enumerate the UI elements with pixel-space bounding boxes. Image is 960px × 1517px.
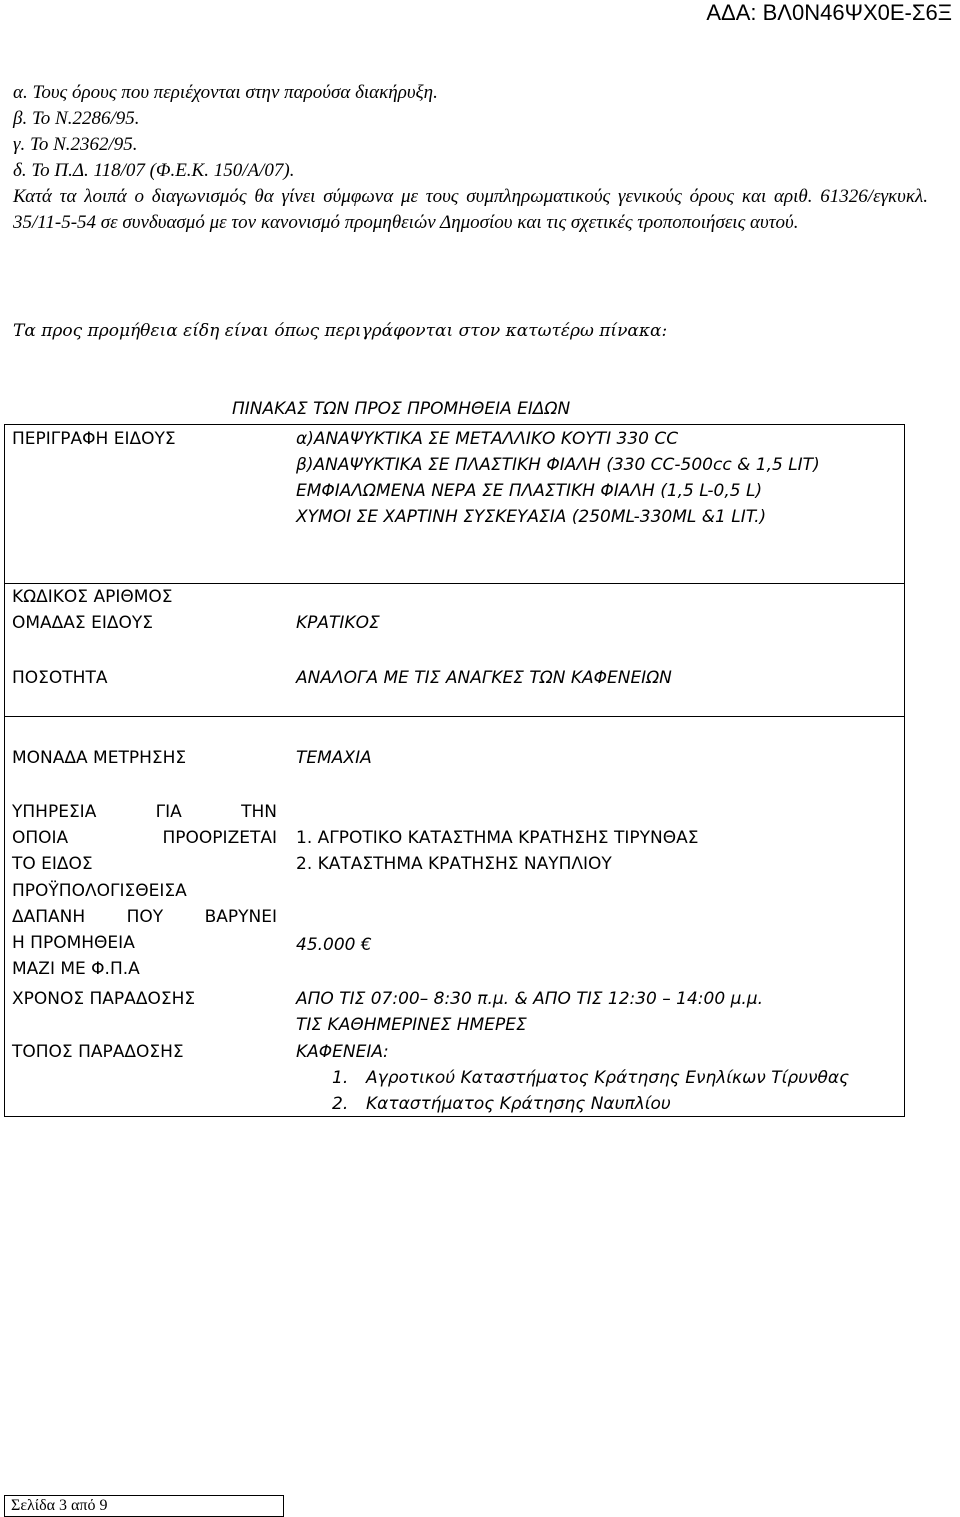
row-divider <box>5 716 904 717</box>
service-label-line: ΤΟ ΕΙΔΟΣ <box>12 854 93 874</box>
delivery-place-number: 2. <box>332 1094 349 1114</box>
budget-label-line: ΠΡΟΫΠΟΛΟΓΙΣΘΕΙΣΑ <box>12 881 187 901</box>
unit-label: ΜΟΝΑΔΑ ΜΕΤΡΗΣΗΣ <box>12 748 187 768</box>
intro-section <box>13 80 928 236</box>
page-number-box <box>4 1495 284 1517</box>
table-title: ΠΙΝΑΚΑΣ ΤΩΝ ΠΡΟΣ ΠΡΟΜΗΘΕΙΑ ΕΙΔΩΝ <box>232 399 571 419</box>
delivery-time-line: ΑΠΟ ΤΙΣ 07:00– 8:30 π.μ. & ΑΠΟ ΤΙΣ 12:30 – 14:00 μ.μ. <box>296 989 764 1009</box>
budget-label-line: ΜΑΖΙ ΜΕ Φ.Π.Α <box>12 959 140 979</box>
service-value-line: 1. ΑΓΡΟΤΙΚΟ ΚΑΤΑΣΤΗΜΑ ΚΡΑΤΗΣΗΣ ΤΙΡΥΝΘΑΣ <box>296 828 699 848</box>
service-label <box>12 799 277 877</box>
unit-value: ΤΕΜΑΧΙΑ <box>296 748 372 768</box>
intro-line-d: δ. Το Π.Δ. 118/07 (Φ.Ε.Κ. 150/Α/07). <box>13 160 295 181</box>
description-line: β)ΑΝΑΨΥΚΤΙΚΑ ΣΕ ΠΛΑΣΤΙΚΗ ΦΙΑΛΗ (330 CC-500cc & 1,5 LIT) <box>296 455 820 475</box>
budget-label <box>12 878 277 982</box>
service-label-line: ΥΠΗΡΕΣΙΑ ΓΙΑ ΤΗΝ <box>12 802 277 822</box>
description-line: ΧΥΜΟΙ ΣΕ ΧΑΡΤΙΝΗ ΣΥΣΚΕΥΑΣΙΑ (250ML-330ML &1 LIT.) <box>296 507 767 527</box>
delivery-place-label: ΤΟΠΟΣ ΠΑΡΑΔΟΣΗΣ <box>12 1042 184 1062</box>
delivery-time-value <box>296 986 901 1038</box>
intro-line-b: β. Το Ν.2286/95. <box>13 108 140 129</box>
intro-line-c: γ. Το Ν.2362/95. <box>13 134 138 155</box>
description-line: α)ΑΝΑΨΥΚΤΙΚΑ ΣΕ ΜΕΤΑΛΛΙΚΟ ΚΟΥΤΙ 330 CC <box>296 429 679 449</box>
quantity-label: ΠΟΣΟΤΗΤΑ <box>12 668 108 688</box>
page-number: Σελίδα 3 από 9 <box>11 1497 108 1514</box>
delivery-place-text: Αγροτικού Καταστήματος Κράτησης Ενηλίκων Τίρυνθας <box>366 1068 850 1088</box>
delivery-place-heading: ΚΑΦΕΝΕΙΑ: <box>296 1042 389 1062</box>
budget-value: 45.000 € <box>296 935 372 955</box>
intro-line-a: α. Τους όρους που περιέχονται στην παρούσα διακήρυξη. <box>13 82 438 103</box>
description-line: ΕΜΦΙΑΛΩΜΕΝΑ ΝΕΡΑ ΣΕ ΠΛΑΣΤΙΚΗ ΦΙΑΛΗ (1,5 L-0,5 L) <box>296 481 763 501</box>
service-value <box>296 825 901 877</box>
quantity-value: ΑΝΑΛΟΓΑ ΜΕ ΤΙΣ ΑΝΑΓΚΕΣ ΤΩΝ ΚΑΦΕΝΕΙΩΝ <box>296 668 672 688</box>
code-value: ΚΡΑΤΙΚΟΣ <box>296 613 380 633</box>
delivery-time-line: ΤΙΣ ΚΑΘΗΜΕΡΙΝΕΣ ΗΜΕΡΕΣ <box>296 1015 527 1035</box>
items-table <box>4 424 905 1117</box>
delivery-place-value <box>296 1039 901 1117</box>
code-label-line: ΟΜΑΔΑΣ ΕΙΔΟΥΣ <box>12 613 153 633</box>
description-label: ΠΕΡΙΓΡΑΦΗ ΕΙΔΟΥΣ <box>12 429 176 449</box>
delivery-place-number: 1. <box>332 1068 349 1088</box>
delivery-place-item <box>332 1065 901 1091</box>
lead-text: Τα προς προμήθεια είδη είναι όπως περιγράφονται στον κατωτέρω πίνακα: <box>13 321 668 341</box>
delivery-time-label: ΧΡΟΝΟΣ ΠΑΡΑΔΟΣΗΣ <box>12 989 196 1009</box>
delivery-place-text: Καταστήματος Κράτησης Ναυπλίου <box>366 1094 671 1114</box>
code-label-line: ΚΩΔΙΚΟΣ ΑΡΙΘΜΟΣ <box>12 587 173 607</box>
delivery-place-item <box>332 1091 901 1117</box>
service-value-line: 2. ΚΑΤΑΣΤΗΜΑ ΚΡΑΤΗΣΗΣ ΝΑΥΠΛΙΟΥ <box>296 854 612 874</box>
service-label-line: ΟΠΟΙΑ ΠΡΟΟΡΙΖΕΤΑΙ <box>12 828 277 848</box>
ada-code: ΑΔΑ: ΒΛ0Ν46ΨΧ0Ε-Σ6Ξ <box>706 0 952 25</box>
budget-label-line: Η ΠΡΟΜΗΘΕΙΑ <box>12 933 135 953</box>
intro-paragraph: Κατά τα λοιπά ο διαγωνισμός θα γίνει σύμφωνα με τους συμπληρωματικούς γενικούς όρους και αριθ. 61326/εγκυκλ. 35/11-5-54 σε συνδυασμό με τον κανονισμό προμηθειών Δημοσίου και τις σχετικές τροποποιήσεις αυτού. <box>13 186 928 233</box>
description-value <box>296 426 901 530</box>
code-label <box>12 584 277 636</box>
budget-label-line: ΔΑΠΑΝΗ ΠΟΥ ΒΑΡΥΝΕΙ <box>12 907 277 927</box>
